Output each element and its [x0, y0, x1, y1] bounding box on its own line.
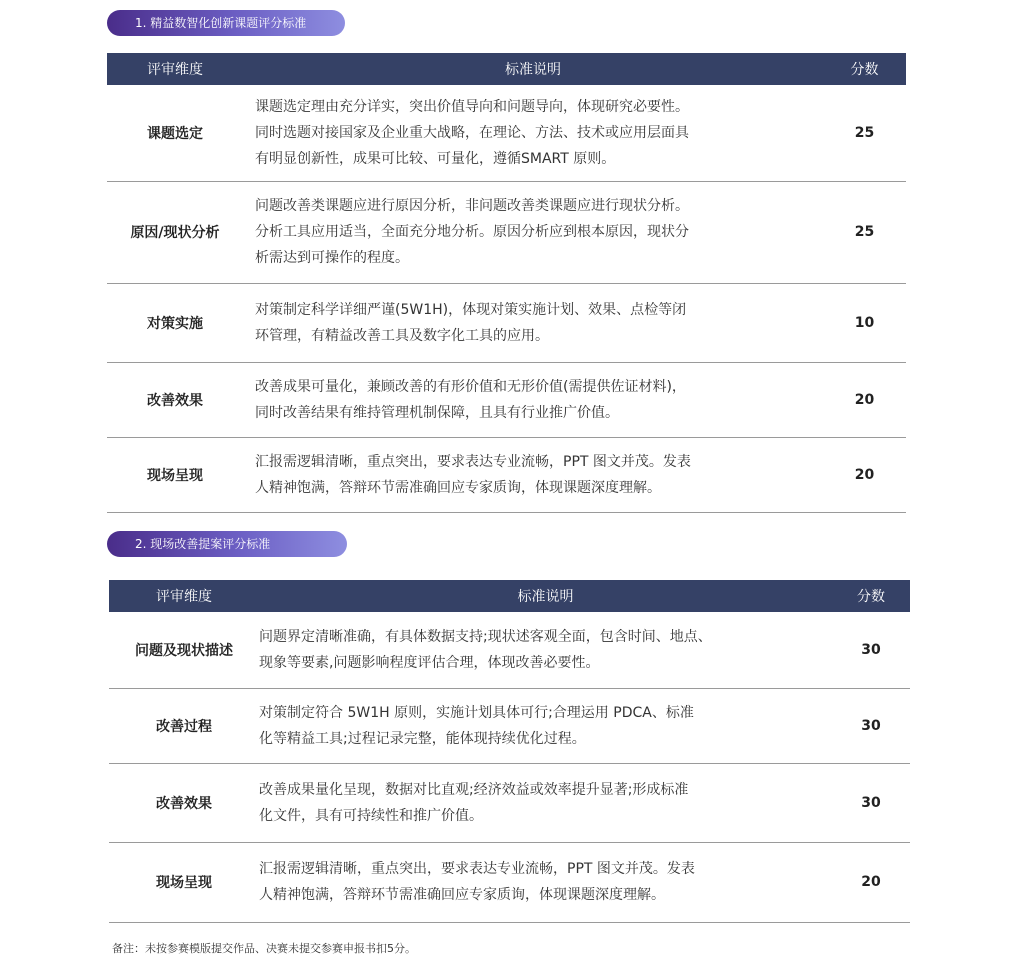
standard-description-cell — [259, 688, 832, 763]
description-line: 汇报需逻辑清晰，重点突出，要求表达专业流畅，PPT 图文并茂。发表 — [259, 861, 695, 877]
description-line: 环管理，有精益改善工具及数字化工具的应用。 — [255, 327, 549, 344]
standard-description-cell — [259, 842, 832, 922]
description-line: 人精神饱满，答辩环节需准确回应专家质询，体现课题深度理解。 — [255, 479, 661, 496]
dimension-cell: 课题选定 — [107, 85, 243, 181]
standard-description-cell — [243, 85, 823, 181]
description-line: 课题选定理由充分详实，突出价值导向和问题导向，体现研究必要性。 — [255, 98, 689, 115]
description-line: 改善成果量化呈现，数据对比直观;经济效益或效率提升显著;形成标准 — [259, 781, 689, 798]
footnote: 备注：未按参赛模版提交作品、决赛未提交参赛申报书扣5分。 — [112, 942, 416, 955]
section1-header-standard: 标准说明 — [243, 53, 823, 85]
dimension-cell: 原因/现状分析 — [107, 181, 243, 283]
description-line: 人精神饱满，答辩环节需准确回应专家质询，体现课题深度理解。 — [259, 887, 665, 903]
dimension-cell: 现场呈现 — [107, 437, 243, 512]
dimension-cell: 对策实施 — [107, 283, 243, 362]
dimension-cell: 现场呈现 — [109, 842, 259, 922]
score-cell: 10 — [823, 283, 906, 362]
score-cell: 25 — [823, 85, 906, 181]
description-line: 对策制定科学详细严谨(5W1H)，体现对策实施计划、效果、点检等闭 — [255, 301, 687, 318]
score-cell: 20 — [823, 437, 906, 512]
description-line: 汇报需逻辑清晰，重点突出，要求表达专业流畅，PPT 图文并茂。发表 — [255, 453, 691, 470]
description-line: 同时选题对接国家及企业重大战略，在理论、方法、技术或应用层面具 — [255, 124, 689, 141]
standard-description-cell — [243, 437, 823, 512]
section2-header-standard: 标准说明 — [259, 580, 832, 612]
section1-header-score: 分数 — [823, 53, 906, 85]
description-line: 析需达到可操作的程度。 — [255, 250, 409, 266]
section2-table — [109, 580, 910, 923]
section2-header-row — [109, 580, 910, 612]
score-cell: 25 — [823, 181, 906, 283]
dimension-cell: 问题及现状描述 — [109, 612, 259, 688]
description-line: 问题界定清晰准确，有具体数据支持;现状述客观全面，包含时间、地点、 — [259, 628, 712, 645]
section2-header-score: 分数 — [832, 580, 910, 612]
description-line: 问题改善类课题应进行原因分析，非问题改善类课题应进行现状分析。 — [255, 198, 689, 214]
standard-description-cell — [243, 283, 823, 362]
standard-description-cell — [243, 181, 823, 283]
section1-title-pill: 1. 精益数智化创新课题评分标准 — [107, 10, 345, 36]
dimension-cell: 改善效果 — [107, 362, 243, 437]
standard-description-cell — [243, 362, 823, 437]
table-row — [109, 688, 910, 763]
score-cell: 30 — [832, 612, 910, 688]
table-row — [107, 283, 906, 362]
section1-table — [107, 53, 906, 513]
standard-description-cell — [259, 612, 832, 688]
description-line: 化等精益工具;过程记录完整，能体现持续优化过程。 — [259, 730, 586, 747]
standard-description-cell — [259, 763, 832, 842]
table-row — [107, 181, 906, 283]
table-row — [109, 763, 910, 842]
table-row — [107, 85, 906, 181]
table-row — [109, 842, 910, 922]
description-line: 现象等要素,问题影响程度评估合理，体现改善必要性。 — [259, 654, 600, 671]
section1-header-dimension: 评审维度 — [107, 53, 243, 85]
description-line: 同时改善结果有维持管理机制保障，且具有行业推广价值。 — [255, 404, 619, 421]
section1-header-row — [107, 53, 906, 85]
section2-header-dimension: 评审维度 — [109, 580, 259, 612]
score-cell: 30 — [832, 688, 910, 763]
score-cell: 20 — [832, 842, 910, 922]
section2-title-pill: 2. 现场改善提案评分标准 — [107, 531, 347, 557]
score-cell: 30 — [832, 763, 910, 842]
dimension-cell: 改善过程 — [109, 688, 259, 763]
description-line: 对策制定符合 5W1H 原则，实施计划具体可行;合理运用 PDCA、标准 — [259, 704, 694, 721]
table-row — [109, 612, 910, 688]
description-line: 有明显创新性，成果可比较、可量化，遵循SMART 原则。 — [255, 150, 616, 167]
table-row — [107, 362, 906, 437]
table-row — [107, 437, 906, 512]
score-cell: 20 — [823, 362, 906, 437]
description-line: 改善成果可量化，兼顾改善的有形价值和无形价值(需提供佐证材料)， — [255, 378, 686, 395]
description-line: 化文件，具有可持续性和推广价值。 — [259, 807, 483, 824]
description-line: 分析工具应用适当，全面充分地分析。原因分析应到根本原因，现状分 — [255, 224, 689, 240]
dimension-cell: 改善效果 — [109, 763, 259, 842]
